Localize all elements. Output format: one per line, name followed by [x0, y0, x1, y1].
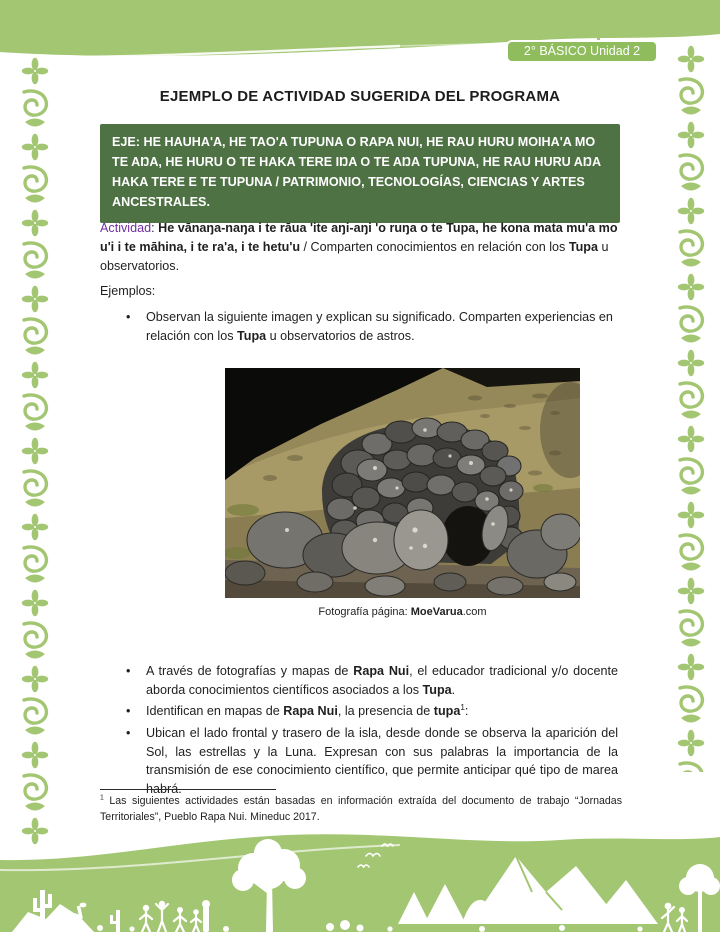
list-item-text: Observan la siguiente imagen y explican su significado. Comparten experiencias en relación con los Tupa u observatorios de astros.: [146, 310, 613, 343]
tupa-photo-illustration: [225, 368, 580, 598]
tupa-photo: [225, 368, 580, 598]
right-koru-border-pattern: [676, 44, 706, 772]
photo-caption: Fotografía página: MoeVarua.com: [318, 606, 487, 618]
list-item: [100, 702, 620, 721]
ejemplos-label: Ejemplos:: [100, 284, 156, 298]
unit-badge: 2° BÁSICO Unidad 2: [506, 40, 658, 63]
footer-landscape-art: [0, 822, 720, 932]
list-item-text: A través de fotografías y mapas de Rapa Nui, el educador tradicional y/o docente aborda conocimientos científicos asociados a los Tupa.: [146, 664, 618, 697]
bullet-list-top: [100, 308, 620, 348]
bullet-icon: •: [126, 664, 131, 678]
list-item-text: Ubican el lado frontal y trasero de la isla, desde donde se observa la aparición del Sol, las estrellas y la Luna. Expresan con sus palabras la importancia de la transmisión de ese conocimiento científico, que permite anticipar qué tipo de marea habrá.: [146, 725, 618, 796]
list-item: [100, 308, 620, 345]
bullet-icon: •: [126, 704, 131, 719]
left-koru-border-pattern: [20, 56, 50, 848]
footnote-divider: [100, 789, 276, 790]
list-item: [100, 662, 620, 699]
activity-paragraph: Actividad: He vānaŋa-naŋa i te rāua 'ite aŋi-aŋi 'o ruŋa o te Tupa, he kona mata mu'a mo u'i i te māhina, i te ra'a, i te hetu'u / Comparten conocimientos en relación con los Tupa u observatorios.: [100, 221, 618, 274]
bullet-icon: •: [126, 310, 131, 324]
bullet-list-bottom: [100, 662, 620, 801]
bullet-icon: •: [126, 725, 131, 740]
page-title: EJEMPLO DE ACTIVIDAD SUGERIDA DEL PROGRAMA: [159, 88, 561, 105]
list-item: [100, 724, 620, 799]
footnote-text: $^1$ Las siguientes actividades están basadas en información extraída del documento de trabajo “Jornadas Territoriales”, Pueblo Rapa Nui. Mineduc 2017.: [100, 794, 622, 823]
list-item-text: Identifican en mapas de Rapa Nui, la presencia de tupa$^1$:: [146, 703, 469, 719]
eje-statement-box: EJE: HE HAUHA'A, HE TAO'A TUPUNA O RAPA NUI, HE RAU HURU MOIHA'A MO TE AŊA, HE HURU O TE HAKA TERE IŊA O TE AŊA TUPUNA, HE RAU HURU AŊA HAKA TERE E TE TUPUNA / PATRIMONIO, TECNOLOGÍAS, CIENCIAS Y ARTES ANCESTRALES.: [100, 124, 620, 223]
